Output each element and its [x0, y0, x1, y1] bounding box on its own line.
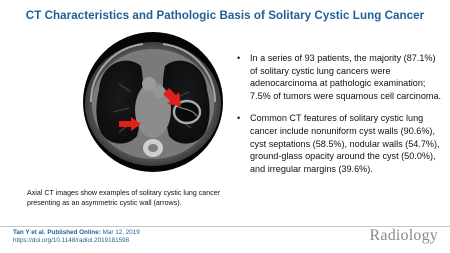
list-item: [237, 112, 442, 175]
citation-doi-link[interactable]: https://doi.org/10.1148/radiol.2019181598: [13, 237, 130, 245]
radiology-logo: Radiology: [369, 227, 438, 244]
citation-authors: Tan Y et al.: [13, 229, 46, 236]
citation: [13, 229, 140, 246]
list-item: [237, 52, 442, 102]
figure-caption: Axial CT images show examples of solitary cystic lung cancer presenting as an asymmetric cystic wall (arrows).: [27, 189, 221, 207]
slide-title: CT Characteristics and Pathologic Basis of Solitary Cystic Lung Cancer: [25, 9, 425, 22]
bullet-list: [237, 52, 442, 185]
bullet-text: In a series of 93 patients, the majority (87.1%) of solitary cystic lung cancers were adenocarcinoma at pathologic examination; 7.5% of tumors were squamous cell carcinoma.: [250, 53, 442, 101]
bullet-icon: •: [237, 113, 241, 124]
citation-published-label: Published Online:: [47, 229, 101, 236]
bullet-text: Common CT features of solitary cystic lung cancer include nonuniform cyst walls (90.6%), cyst septations (58.5%), nodular walls (54.7%), ground-glass opacity around the cyst (50.0%), and irregular margins (39.6%).: [250, 113, 440, 174]
bullet-icon: •: [237, 53, 241, 63]
citation-date: Mar 12, 2019: [102, 229, 140, 236]
ct-scan-image: [83, 32, 223, 172]
